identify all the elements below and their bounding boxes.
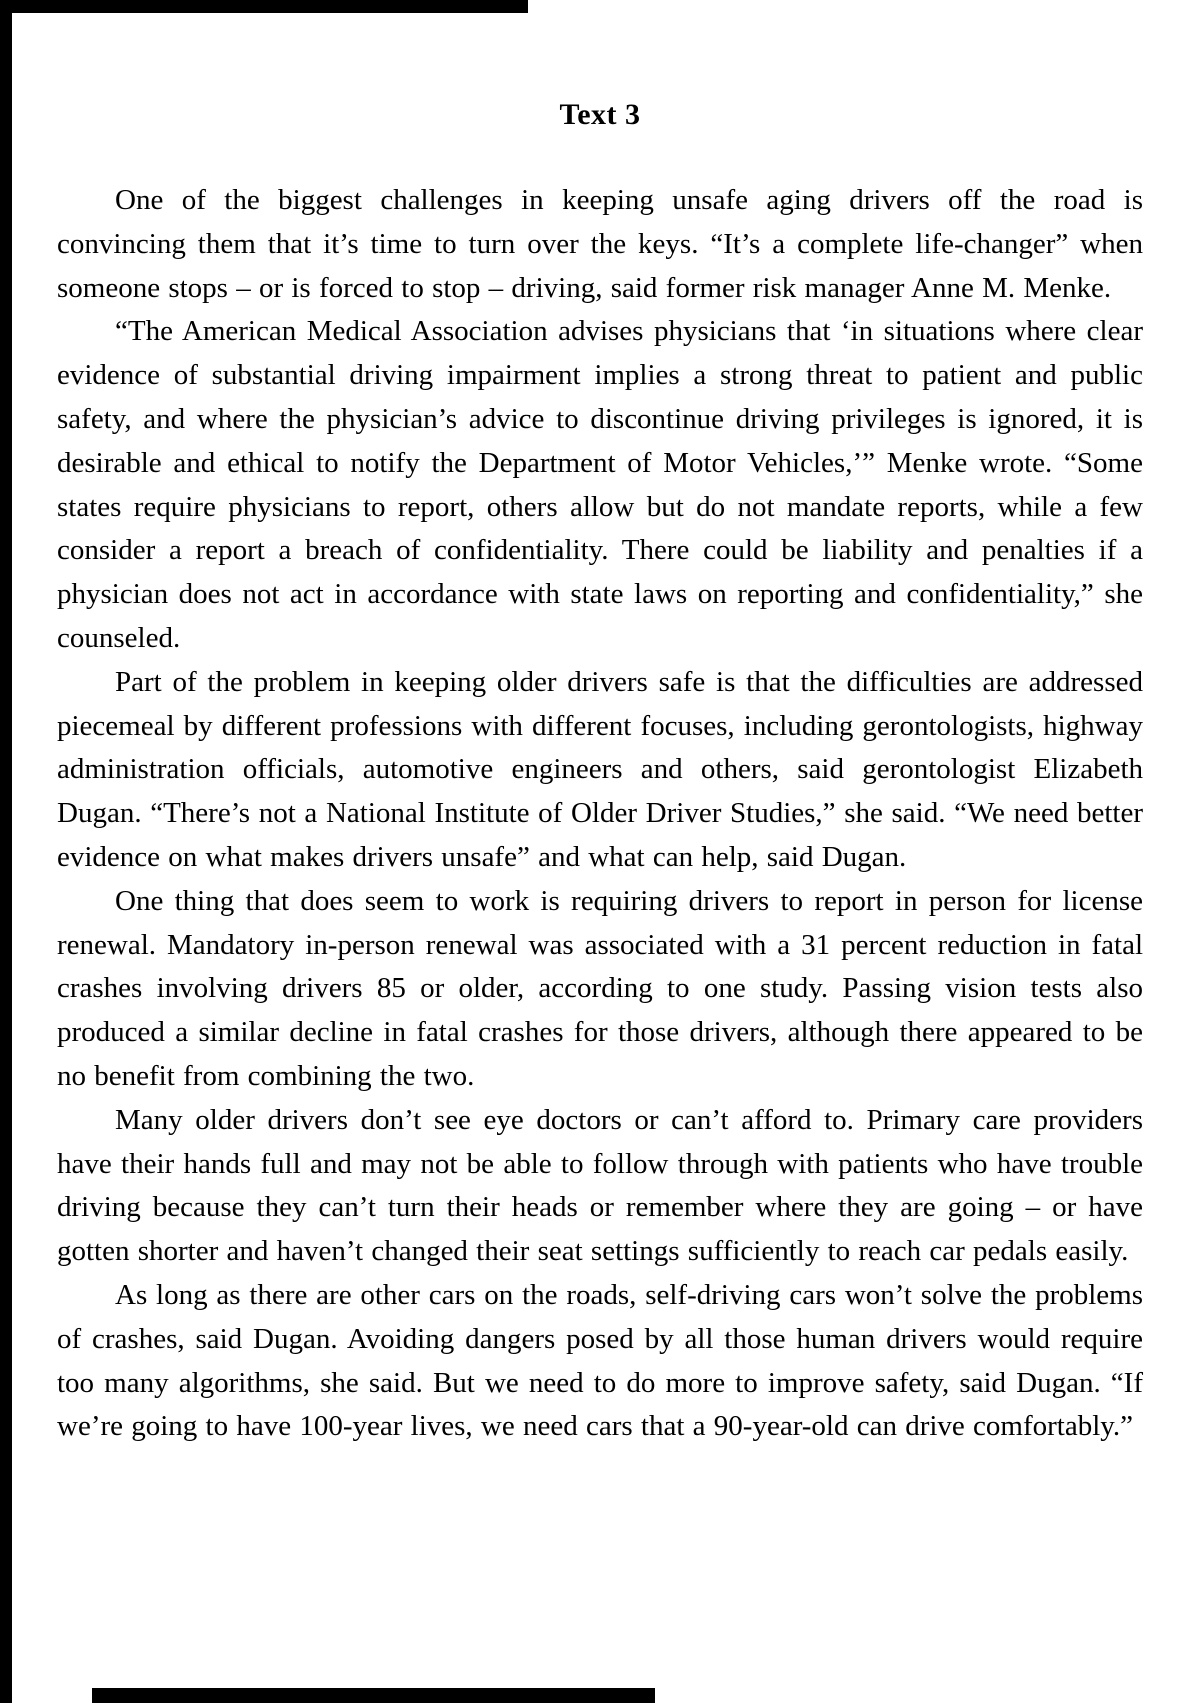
scan-artifact-left-bar xyxy=(0,0,12,1703)
paragraphs xyxy=(57,179,1143,1449)
paragraph: One of the biggest challenges in keeping unsafe aging drivers off the road is convincing them that it’s time to turn over the keys. “It’s a complete life-changer” when someone stops – or is forced to stop – driving, said former risk manager Anne M. Menke. xyxy=(57,184,1143,304)
paragraph: One thing that does seem to work is requiring drivers to report in person for license renewal. Mandatory in-person renewal was associated with a 31 percent reduction in fatal crashes involving drivers 85 or older, according to one study. Passing vision tests also produced a similar decline in fatal crashes for those drivers, although there appeared to be no benefit from combining the two. xyxy=(57,884,1143,1092)
paragraph: Part of the problem in keeping older drivers safe is that the difficulties are addressed piecemeal by different professions with different focuses, including gerontologists, highway administration officials, automotive engineers and others, said gerontologist Elizabeth Dugan. “There’s not a National Institute of Older Driver Studies,” she said. “We need better evidence on what makes drivers unsafe” and what can help, said Dugan. xyxy=(57,665,1143,873)
text-content xyxy=(57,97,1143,1449)
scan-artifact-top-bar xyxy=(0,0,528,13)
paragraph: As long as there are other cars on the roads, self-driving cars won’t solve the problems of crashes, said Dugan. Avoiding dangers posed by all those human drivers would require too many algorithms, she said. But we need to do more to improve safety, said Dugan. “If we’re going to have 100-year lives, we need cars that a 90-year-old can drive comfortably.” xyxy=(57,1278,1143,1443)
page-title: Text 3 xyxy=(559,98,641,131)
paragraph: Many older drivers don’t see eye doctors or can’t afford to. Primary care providers have their hands full and may not be able to follow through with patients who have trouble driving because they can’t turn their heads or remember where they are going – or have gotten shorter and haven’t changed their seat settings sufficiently to reach car pedals easily. xyxy=(57,1103,1143,1268)
scan-artifact-bottom-bar xyxy=(92,1688,655,1703)
paragraph: “The American Medical Association advises physicians that ‘in situations where clear evidence of substantial driving impairment implies a strong threat to patient and public safety, and where the physician’s advice to discontinue driving privileges is ignored, it is desirable and ethical to notify the Department of Motor Vehicles,’” Menke wrote. “Some states require physicians to report, others allow but do not mandate reports, while a few consider a report a breach of confidentiality. There could be liability and penalties if a physician does not act in accordance with state laws on reporting and confidentiality,” she counseled. xyxy=(57,315,1143,654)
